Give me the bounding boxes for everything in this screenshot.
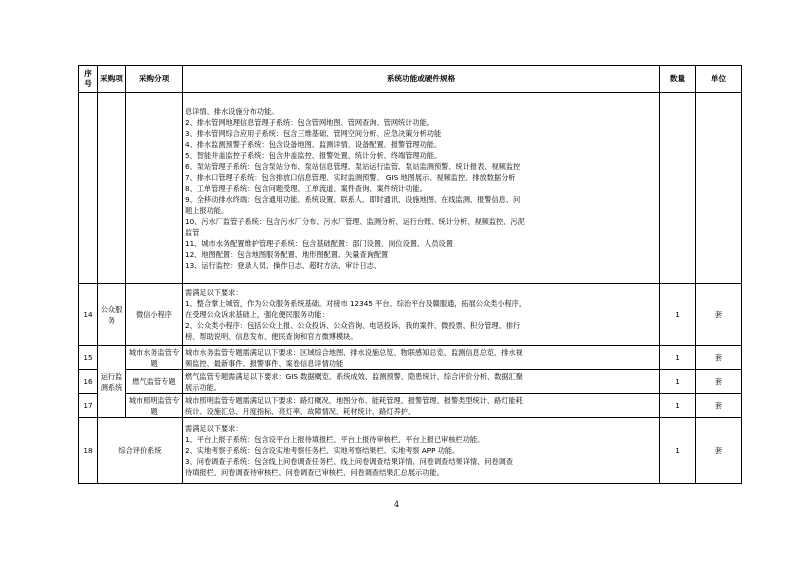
cell-empty <box>696 93 742 284</box>
spec-line: 7、排水口管理子系统：包含排放口信息管理、实时监测预警、 GIS 地图展示、视频监控、排放数据分析 <box>185 172 516 182</box>
cell-empty <box>660 93 696 284</box>
spec-line: 13、运行监控：登录人员、操作日志、超时方法、审计日志、 <box>185 260 382 270</box>
spec-line: 展示功能。 <box>185 382 221 392</box>
cell-empty <box>98 93 126 284</box>
spec-cell <box>183 284 660 346</box>
spec-line: 12、地图配置：包含地图服务配置、地形图配置、矢量查询配置 <box>185 249 389 259</box>
cell-empty <box>126 93 183 284</box>
table-row <box>79 370 742 394</box>
spec-line: 榜、帮助说明、信息发布、便民查询和官方微博模块。 <box>185 332 358 341</box>
spec-cell <box>183 418 660 484</box>
spec-line: 8、工单管理子系统：包含问题受理、工单流道、案件查询、案件统计功能。 <box>185 183 427 193</box>
spec-line: 待填报栏、问卷调查待审核栏、问卷调查已审核栏、问卷调查结果汇总展示功能。 <box>185 468 444 477</box>
subitem-cell: 燃气监管专题 <box>126 370 183 394</box>
spec-line: 息详情、排水设施分布功能。 <box>185 106 279 116</box>
spec-line: 3、问卷调查子系统：包含线上问卷调查任务栏、线上问卷调查结果详情、问卷调查结果详情、问卷调查 <box>185 457 514 466</box>
subitem-cell: 城市照明监管专题 <box>126 394 183 418</box>
table-row <box>79 93 742 284</box>
subitem-cell: 城市水务监管专题 <box>126 346 183 370</box>
table-row <box>79 284 742 346</box>
spec-line: 题上报功能。 <box>185 205 229 215</box>
qty-cell: 1 <box>660 418 696 484</box>
item-cell: 公众服务 <box>98 284 126 346</box>
qty-cell: 1 <box>660 370 696 394</box>
row-number: 14 <box>79 284 98 346</box>
spec-table <box>78 65 742 484</box>
header-unit: 单位 <box>696 66 742 93</box>
spec-line: 9、全移动排水终端：包含通用功能、系统设置、联系人、即时通讯、设施地图、在线监测、报警信息、问 <box>185 194 521 204</box>
spec-cell <box>183 346 660 370</box>
row-number: 16 <box>79 370 98 394</box>
spec-line: 监管 <box>185 227 200 237</box>
header-qty: 数量 <box>660 66 696 93</box>
table-row <box>79 394 742 418</box>
spec-line: 1、整合掌上城管，作为公众服务系统基础。对接市 12345 平台、综治平台及赣服通，拓展公众类小程序， <box>185 299 527 308</box>
item-cell: 运行监测系统 <box>98 346 126 418</box>
unit-cell: 套 <box>696 370 742 394</box>
spec-line: 6、泵站管理子系统：包含泵站分布、泵站信息管理、泵站运行监管、泵站监测预警、统计报表、视频监控 <box>185 161 521 171</box>
spec-line: 在受理公众诉求基础上，强化便民服务功能： <box>185 310 329 319</box>
header-row <box>79 66 742 93</box>
qty-cell: 1 <box>660 346 696 370</box>
page-number: 4 <box>393 500 400 509</box>
spec-line: 3、排水管网综合应用子系统：包含三维基础、管网空间分析、应急决策分析功能 <box>185 128 442 138</box>
spec-line: 2、实地考察子系统：包含设实地考察任务栏、实地考察结果栏、实地考察 APP 功能。 <box>185 446 460 455</box>
header-sub: 采购分项 <box>126 66 183 93</box>
header-spec: 系统功能或硬件规格 <box>183 66 660 93</box>
table-row <box>79 418 742 484</box>
row-number: 15 <box>79 346 98 370</box>
spec-line: 城市水务监管专题需满足以下要求：区域综合地图、排水设施总览、物联感知总览、监测信息总览、排水视 <box>185 347 523 357</box>
item-cell: 综合评价系统 <box>98 418 183 484</box>
spec-line: 4、排水监测预警子系统：包含设备地图、监测详情、设备配置、报警管理功能。 <box>185 139 442 149</box>
unit-cell: 套 <box>696 394 742 418</box>
spec-line: 需满足以下要求： <box>185 424 243 433</box>
qty-cell: 1 <box>660 284 696 346</box>
row-number: 18 <box>79 418 98 484</box>
spec-line: 统计、设施汇总、月度指标、亮灯率、故障情况、耗材统计、路灯养护、 <box>185 406 416 416</box>
spec-line: 5、智能井盖监控子系统：包含井盖监控、报警处置、统计分析、终端管理功能。 <box>185 150 442 160</box>
qty-cell: 1 <box>660 394 696 418</box>
header-item: 采购项 <box>98 66 126 93</box>
spec-line: 2、排水管网地理信息管理子系统：包含管网地图、管网查询、管网统计功能。 <box>185 117 434 127</box>
row-number: 17 <box>79 394 98 418</box>
subitem-cell: 微信小程序 <box>126 284 183 346</box>
continued-spec <box>183 93 660 284</box>
spec-line: 11、城市水务配置维护管理子系统：包含基础配置：部门设置、岗位设置、人员设置 <box>185 238 453 248</box>
spec-line: 1、平台上报子系统：包含设平台上报待填报栏、平台上报待审核栏、平台上报已审核栏功能。 <box>185 435 485 444</box>
cell-empty <box>79 93 98 284</box>
spec-line: 需满足以下要求： <box>185 288 243 297</box>
spec-line: 10、污水厂监管子系统：包含污水厂分布、污水厂管理、监测分析、运行台账、统计分析、视频监控、污泥 <box>185 216 525 226</box>
unit-cell: 套 <box>696 284 742 346</box>
unit-cell: 套 <box>696 346 742 370</box>
spec-line: 城市照明监管专题需满足以下要求：路灯概况、地图分布、能耗管理、报警管理、报警类型统计、路灯能耗 <box>185 395 523 405</box>
spec-cell <box>183 394 660 418</box>
spec-cell <box>183 370 660 394</box>
spec-line: 频监控、最新事件、报警事件、案卷信息详情功能 <box>185 358 344 368</box>
spec-line: 燃气监管专题需满足以下要求：GIS 数据概览、系统成效、监测预警、隐患统计、综合评价分析、数据汇聚 <box>185 371 523 381</box>
table-row <box>79 346 742 370</box>
header-no: 序号 <box>79 66 98 93</box>
spec-line: 2、公众类小程序：包括公众上报、公众投诉、公众咨询、电话投诉、我的案件、微投票、积分管理、排行 <box>185 321 521 330</box>
unit-cell: 套 <box>696 418 742 484</box>
